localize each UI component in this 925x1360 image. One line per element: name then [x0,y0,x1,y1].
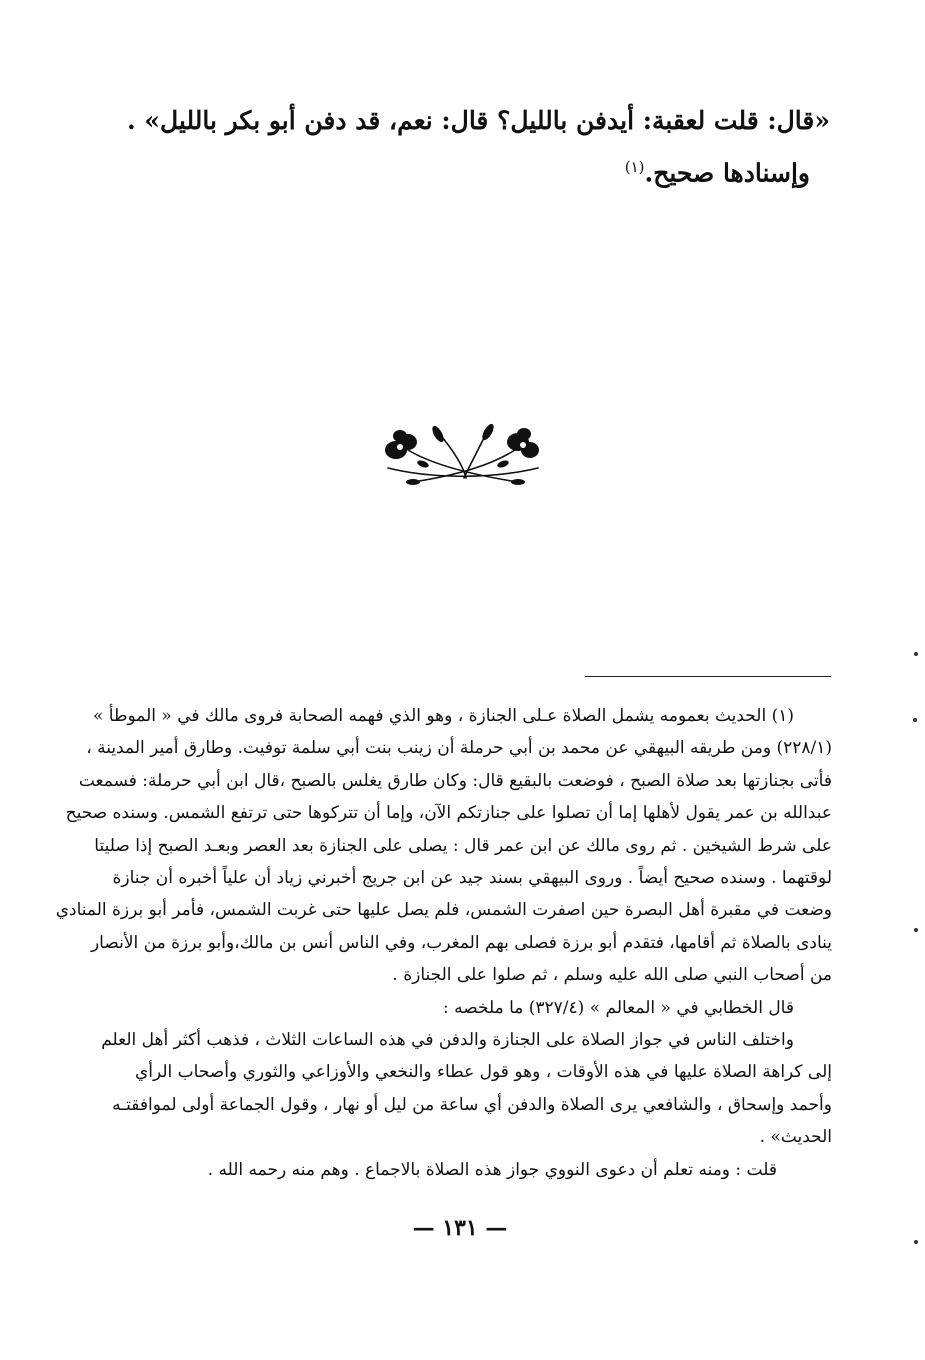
margin-dot [914,928,918,932]
footnote-line: من أصحاب النبي صلى الله عليه وسلم ، ثم صلوا على الجنازة . [392,965,832,986]
quote-line: وأحمد وإسحاق ، والشافعي يرى الصلاة والدفن أي ساعة من ليل أو نهار ، وقول الجماعة أولى لموافقتـه [112,1094,832,1115]
footnote-line: وضعت في مقبرة أهل البصرة حين اصفرت الشمس، فلم يصل عليها حتى غربت الشمس، فأمر أبو برزة المنادي [55,900,832,921]
closing-line: قلت : ومنه تعلم أن دعوى النووي جواز هذه الصلاة بالاجماع . وهم منه رحمه الله . [207,1159,777,1180]
page-number: — ١٣١ — [412,1215,508,1241]
main-text-line-2 [110,144,830,196]
quote-line: إلى كراهة الصلاة عليها في هذه الأوقات ، وهو قول عطاء والنخعي والأوزاعي والثوري وأصحاب الرأي [134,1062,832,1083]
footnote-line: عبدالله بن عمر يقول لأهلها إما أن تصلوا على جنازتكم الآن، وإما أن تتركوها حتى ترتفع الشمس. وسنده صحيح [65,803,832,824]
footnotes [55,700,832,1186]
main-text-line-1: «قال: قلت لعقبة: أيدفن بالليل؟ قال: نعم، قد دفن أبو بكر بالليل» . [126,106,830,135]
margin-dot [913,718,917,722]
quote-line: واختلف الناس في جواز الصلاة على الجنازة والدفن في هذه الساعات الثلاث ، فذهب أكثر أهل العلم [101,1030,794,1051]
footnote-line: على شرط الشيخين . ثم روى مالك عن ابن عمر قال : يصلى على الجنازة بعد العصر وبعـد الصبح إذا صليتا [94,835,832,856]
quote-line: الحديث» . [759,1127,832,1148]
footnote-divider [585,676,831,677]
khattabi-line: قال الخطابي في « المعالم » (٣٢٧/٤) ما ملخصه : [442,997,794,1018]
main-text [110,98,830,196]
footnote-line: ينادى بالصلاة ثم أقامها، فتقدم أبو برزة فصلى بهم المغرب، وفي الناس أنس بن مالك،وأبو برزة من الأنصار [90,932,832,953]
footnote-line: فأتى بجنازتها بعد صلاة الصبح ، فوضعت بالبقيع قال: وكان طارق يغلس بالصبح ،قال ابن أبي حرملة: فسمعت [78,770,832,791]
footnote-line: (٢٢٨/١) ومن طريقه البيهقي عن محمد بن أبي حرملة أن زينب بنت أبي سلمة توفيت. وطارق أمير المدينة ، [86,738,832,759]
main-text-line-2-text: وإسنادها صحيح. [644,158,810,188]
footnote-line: لوقتهما . وسنده صحيح أيضاً . وروى البيهقي بسند جيد عن ابن جريج أخبرني زياد أن علياً أخبره أن جنازة [112,868,832,889]
margin-dot [914,652,918,656]
floral-ornament-icon [378,420,548,492]
footnote-line: (١) الحديث بعمومه يشمل الصلاة عـلى الجنازة ، وهو الذي فهمه الصحابة فروى مالك في « الموطأ » [92,706,794,726]
footnote-reference[interactable]: (١) [624,158,645,176]
margin-dot [914,1240,918,1244]
